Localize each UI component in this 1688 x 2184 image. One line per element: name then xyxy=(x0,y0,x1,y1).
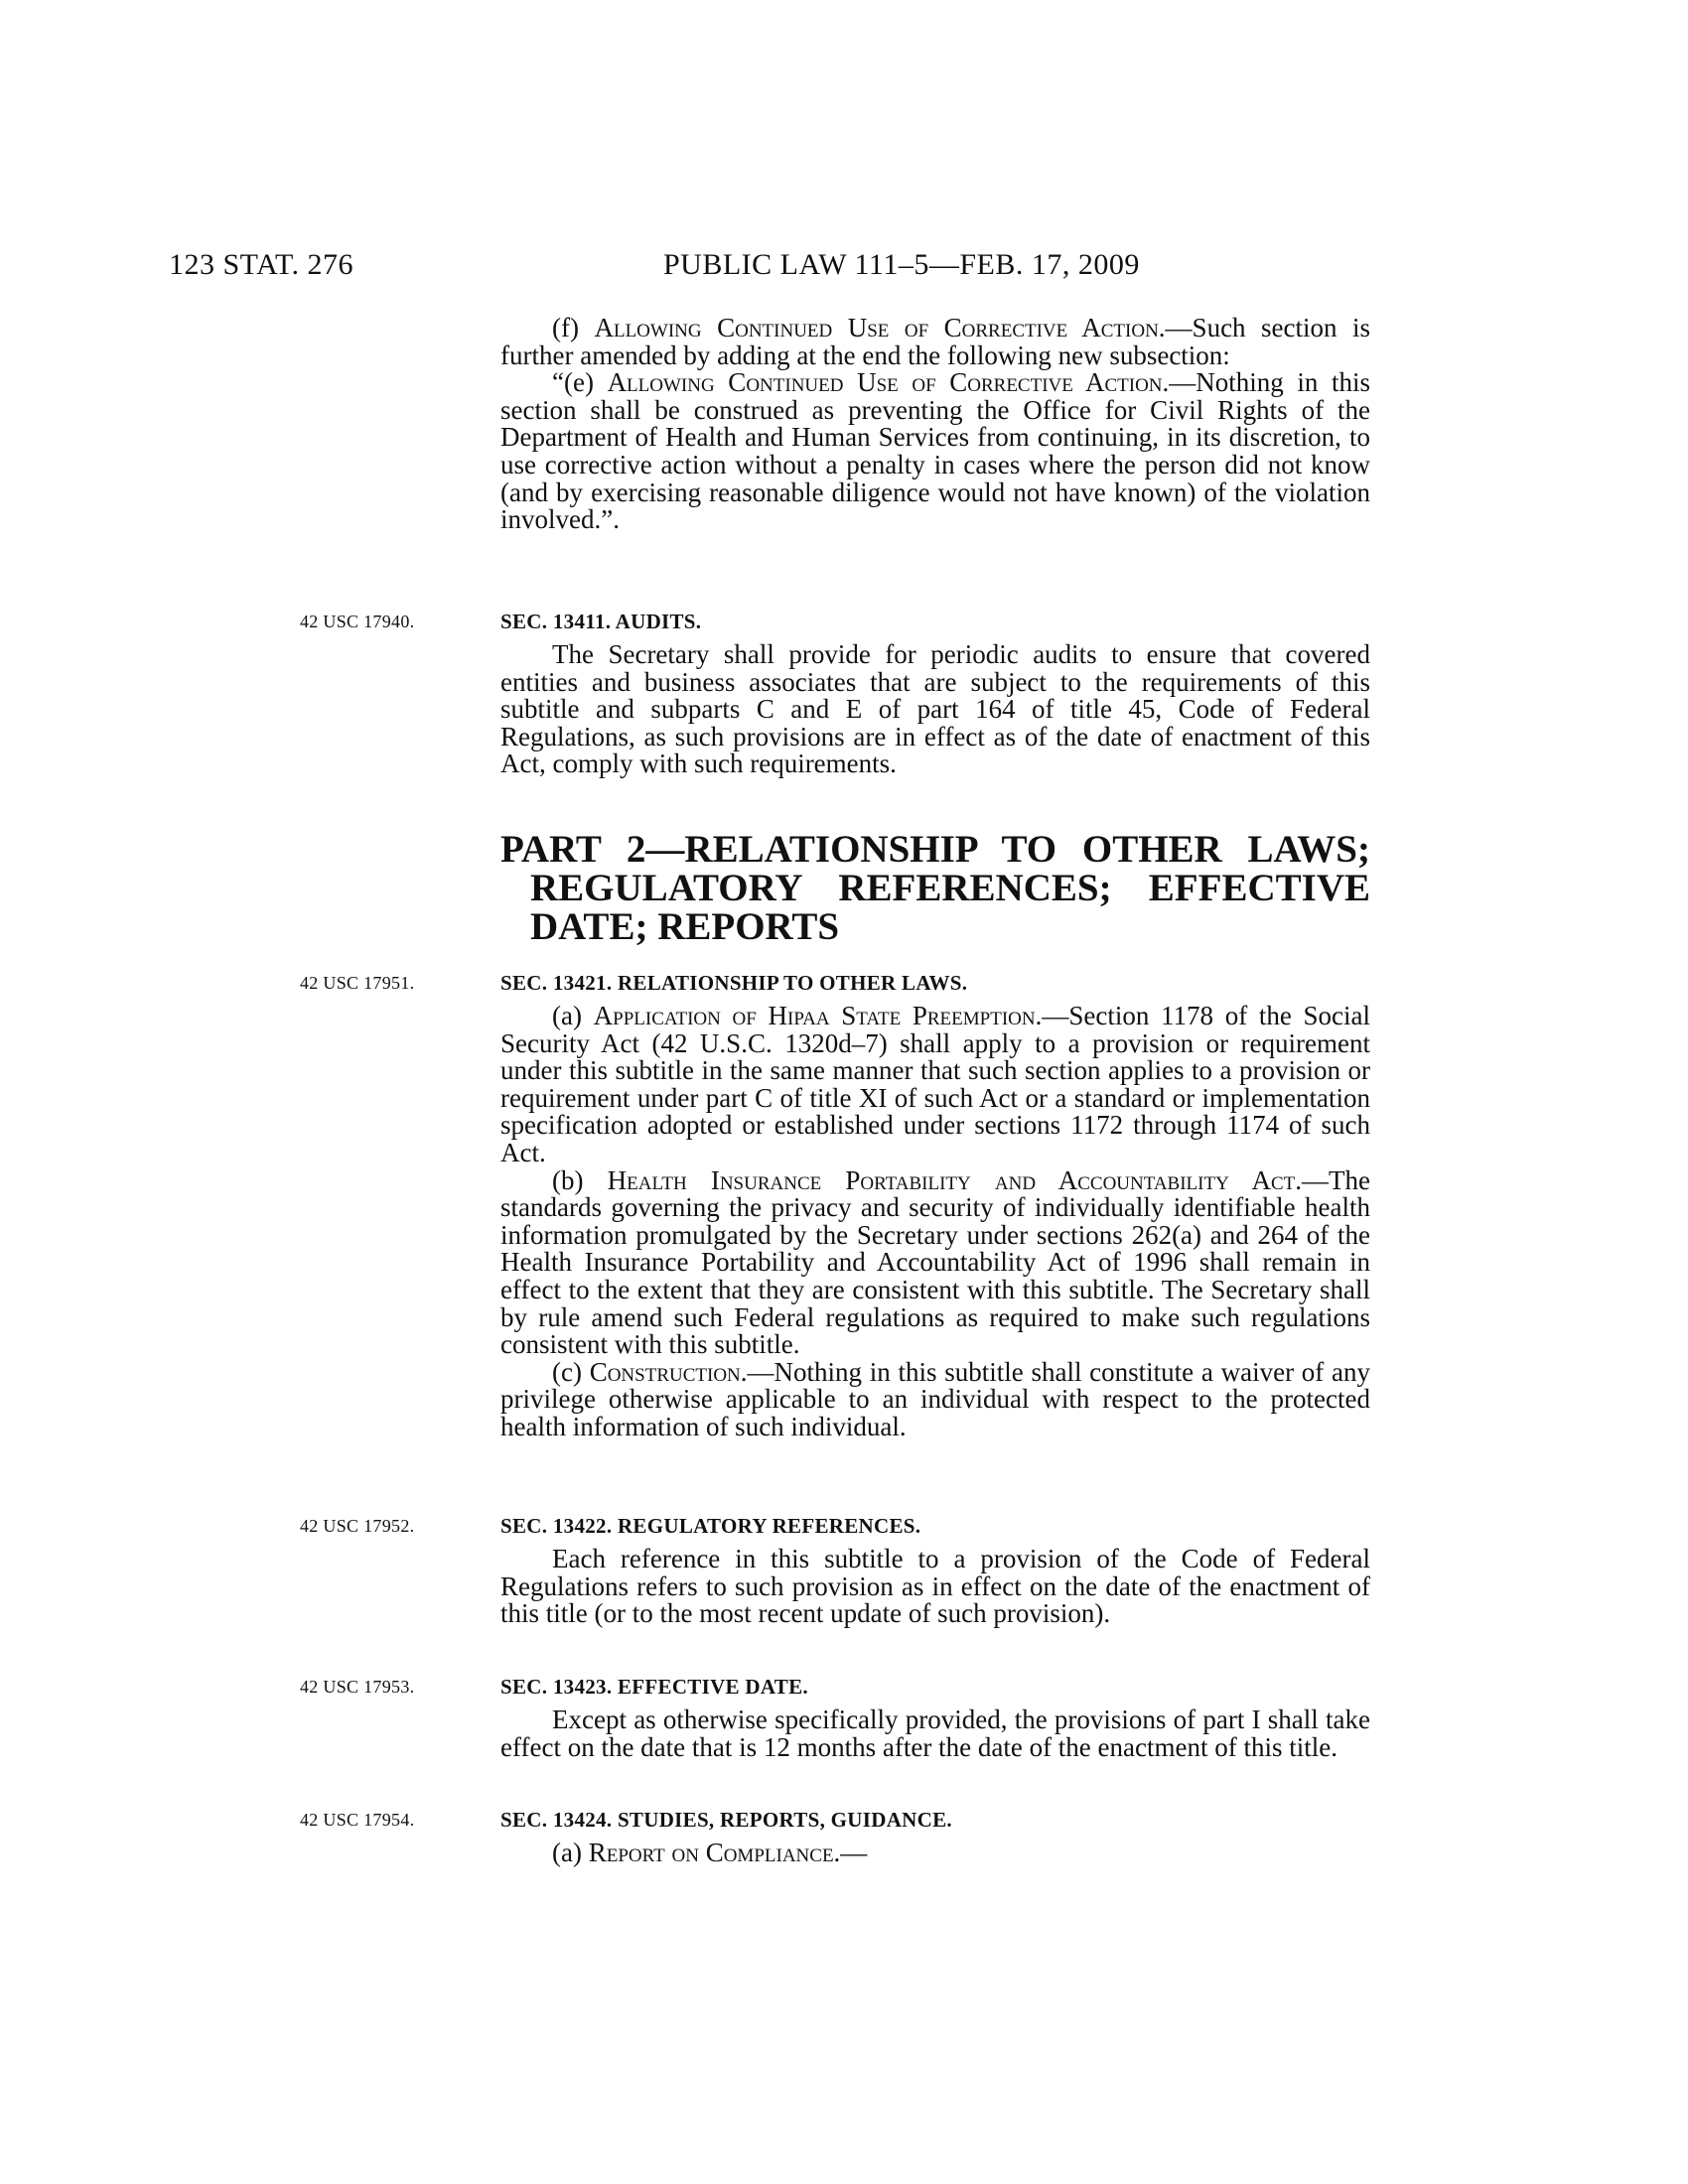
section-13424-a-text: — xyxy=(840,1838,868,1867)
subsection-f-paragraph xyxy=(500,315,1370,369)
quoted-subsection-e-label: “(e) xyxy=(552,367,608,398)
part-2-heading-line-3: DATE; REPORTS xyxy=(530,905,840,948)
section-13421-a-caption: Application of Hipaa State Preemption. xyxy=(593,1001,1043,1030)
part-2-heading-line-1: PART 2—RELATIONSHIP TO OTHER LAWS; xyxy=(500,828,1370,871)
section-13424-a-caption: Report on Compliance. xyxy=(588,1838,841,1867)
section-13422-body xyxy=(500,1546,1370,1628)
margin-note-17952: 42 USC 17952. xyxy=(300,1516,415,1536)
section-13421-body xyxy=(500,1003,1370,1441)
section-13421-b-text: —The standards governing the privacy and security of individually identifiable health information promulgated by the Secretary under sections 262(a) and 264 of the Health Insurance Portability and Accountability Act of 1996 shall remain in effect to the extent that they are consistent with this subtitle. The Secretary shall by rule amend such Federal regulations as required to make such regulations consistent with this subtitle. xyxy=(500,1164,1371,1360)
subsection-f-label: (f) xyxy=(552,313,595,342)
subsection-f-text: —Such section is further amended by adding at the end the following new subsection: xyxy=(500,313,1370,370)
section-13422-paragraph: Each reference in this subtitle to a provision of the Code of Federal Regulations refers to such provision as in effect on the date of the enactment of this title (or to the most recent update of such provision). xyxy=(500,1544,1370,1629)
section-13421-a-text: —Section 1178 of the Social Security Act (42 U.S.C. 1320d–7) shall apply to a provision or requirement under this subtitle in the same manner that such section applies to a provision or requirement under part C of title XI of such Act or a standard or implementation specification adopted or established under sections 1172 through 1174 of such Act. xyxy=(500,1001,1370,1167)
section-13421-c-label: (c) xyxy=(552,1356,590,1387)
section-heading-13424: SEC. 13424. STUDIES, REPORTS, GUIDANCE. xyxy=(500,1808,952,1832)
section-13421-c-caption: Construction. xyxy=(589,1356,748,1387)
section-13424-body xyxy=(500,1840,1370,1867)
section-13421-subsection-b xyxy=(500,1164,1371,1360)
running-header xyxy=(0,248,1688,288)
section-13424-subsection-a xyxy=(500,1840,1370,1867)
section-13423-body xyxy=(500,1706,1370,1761)
quoted-subsection-e-paragraph xyxy=(500,369,1370,534)
section-13423-paragraph: Except as otherwise specifically provided, the provisions of part I shall take effect on the date that is 12 months after the date of the enactment of this title. xyxy=(500,1705,1370,1762)
section-13421-c-text: —Nothing in this subtitle shall constitute a waiver of any privilege otherwise applicable to an individual with respect to the protected health information of such individual. xyxy=(500,1356,1371,1441)
section-13421-b-caption: Health Insurance Portability and Accountability Act. xyxy=(607,1164,1303,1195)
section-13421-a-label: (a) xyxy=(552,1001,594,1030)
margin-note-17940: 42 USC 17940. xyxy=(300,612,415,631)
section-heading-13421: SEC. 13421. RELATIONSHIP TO OTHER LAWS. xyxy=(500,971,968,995)
section-13421-b-label: (b) xyxy=(552,1164,608,1195)
subsection-f-caption: Allowing Continued Use of Corrective Action. xyxy=(594,313,1166,342)
section-heading-13411: SEC. 13411. AUDITS. xyxy=(500,610,702,633)
law-reference: PUBLIC LAW 111–5—FEB. 17, 2009 xyxy=(663,248,1140,281)
stat-reference: 123 STAT. 276 xyxy=(169,248,354,281)
section-13421-subsection-c xyxy=(500,1356,1371,1441)
section-13411-body xyxy=(500,641,1370,778)
margin-note-17954: 42 USC 17954. xyxy=(300,1810,415,1830)
part-2-heading-line-2: REGULATORY REFERENCES; EFFECTIVE xyxy=(530,867,1370,909)
section-13421-subsection-a xyxy=(500,1003,1370,1167)
quoted-subsection-e-caption: Allowing Continued Use of Corrective Action. xyxy=(607,367,1170,398)
section-heading-13423: SEC. 13423. EFFECTIVE DATE. xyxy=(500,1675,808,1699)
section-heading-13422: SEC. 13422. REGULATORY REFERENCES. xyxy=(500,1514,921,1538)
subsection-f xyxy=(500,315,1370,534)
quoted-subsection-e-text: —Nothing in this section shall be construed as preventing the Office for Civil Rights of the Department of Health and Human Services from continuing, in its discretion, to use corrective action without a penalty in cases where the person did not know (and by exercising reasonable diligence would not have known) of the violation involved.”. xyxy=(500,367,1371,535)
part-2-heading xyxy=(500,830,1370,946)
section-13424-a-label: (a) xyxy=(552,1838,589,1867)
margin-note-17951: 42 USC 17951. xyxy=(300,973,415,993)
margin-note-17953: 42 USC 17953. xyxy=(300,1677,415,1697)
section-13411-paragraph: The Secretary shall provide for periodic audits to ensure that covered entities and business associates that are subject to the requirements of this subtitle and subparts C and E of part 164 of title 45, Code of Federal Regulations, as such provisions are in effect as of the date of enactment of this Act, comply with such requirements. xyxy=(500,639,1370,779)
